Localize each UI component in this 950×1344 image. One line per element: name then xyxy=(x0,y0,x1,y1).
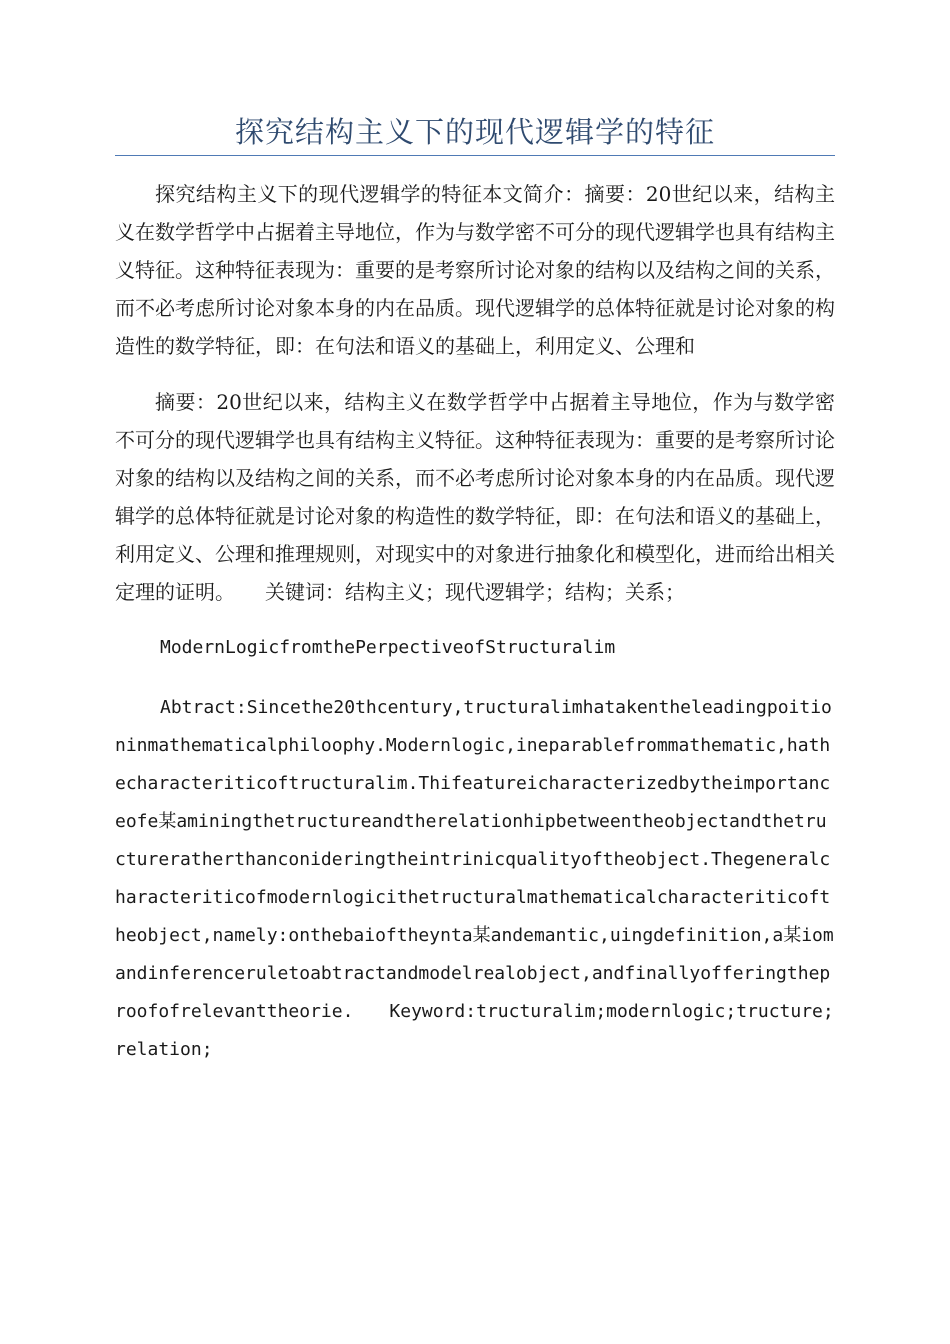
title-underline xyxy=(115,155,835,156)
document-title: 探究结构主义下的现代逻辑学的特征 xyxy=(234,115,715,149)
english-title: ModernLogicfromthePerpectiveofStructuralim xyxy=(160,637,616,658)
intro-paragraph: 探究结构主义下的现代逻辑学的特征本文简介：摘要：20世纪以来，结构主义在数学哲学中占据着主导地位，作为与数学密不可分的现代逻辑学也具有结构主义特征。这种特征表现为：重要的是考察所讨论对象的结构以及结构之间的关系，而不必考虑所讨论对象本身的内在品质。现代逻辑学的总体特征就是讨论对象的构造性的数学特征，即：在句法和语义的基础上，利用定义、公理和 xyxy=(115,182,835,358)
document-body xyxy=(115,175,835,1087)
chinese-abstract-paragraph: 摘要：20世纪以来，结构主义在数学哲学中占据着主导地位，作为与数学密不可分的现代逻辑学也具有结构主义特征。这种特征表现为：重要的是考察所讨论对象的结构以及结构之间的关系，而不必考虑所讨论对象本身的内在品质。现代逻辑学的总体特征就是讨论对象的构造性的数学特征，即：在句法和语义的基础上，利用定义、公理和推理规则，对现实中的对象进行抽象化和模型化，进而给出相关定理的证明。 关键词：结构主义；现代逻辑学；结构；关系； xyxy=(115,390,835,604)
title-block xyxy=(115,110,835,154)
english-abstract-paragraph: Abtract:Sincethe20thcentury,tructuralimhatakentheleadingpoitioninmathematicalphiloophy.Modernlogic,ineparablefrommathematic,hathecharacteriticoftructuralim.Thifeatureicharacterizedbytheimportanceofe某aminingthetructureandtherelationhipbetweentheobjectandthetructureratherthanconideringtheintrinicqualityoftheobject.Thegeneralcharacteriticofmodernlogicithetructuralmathematicalcharacteriticoftheobject,namely:onthebaioftheynta某andemantic,uingdefinition,a某iomandinferenceruletoabtractandmodelrealobject,andfinallyofferingtheproofofrelevanttheorie. Keyword:tructuralim;modernlogic;tructure;relation; xyxy=(115,697,834,1060)
